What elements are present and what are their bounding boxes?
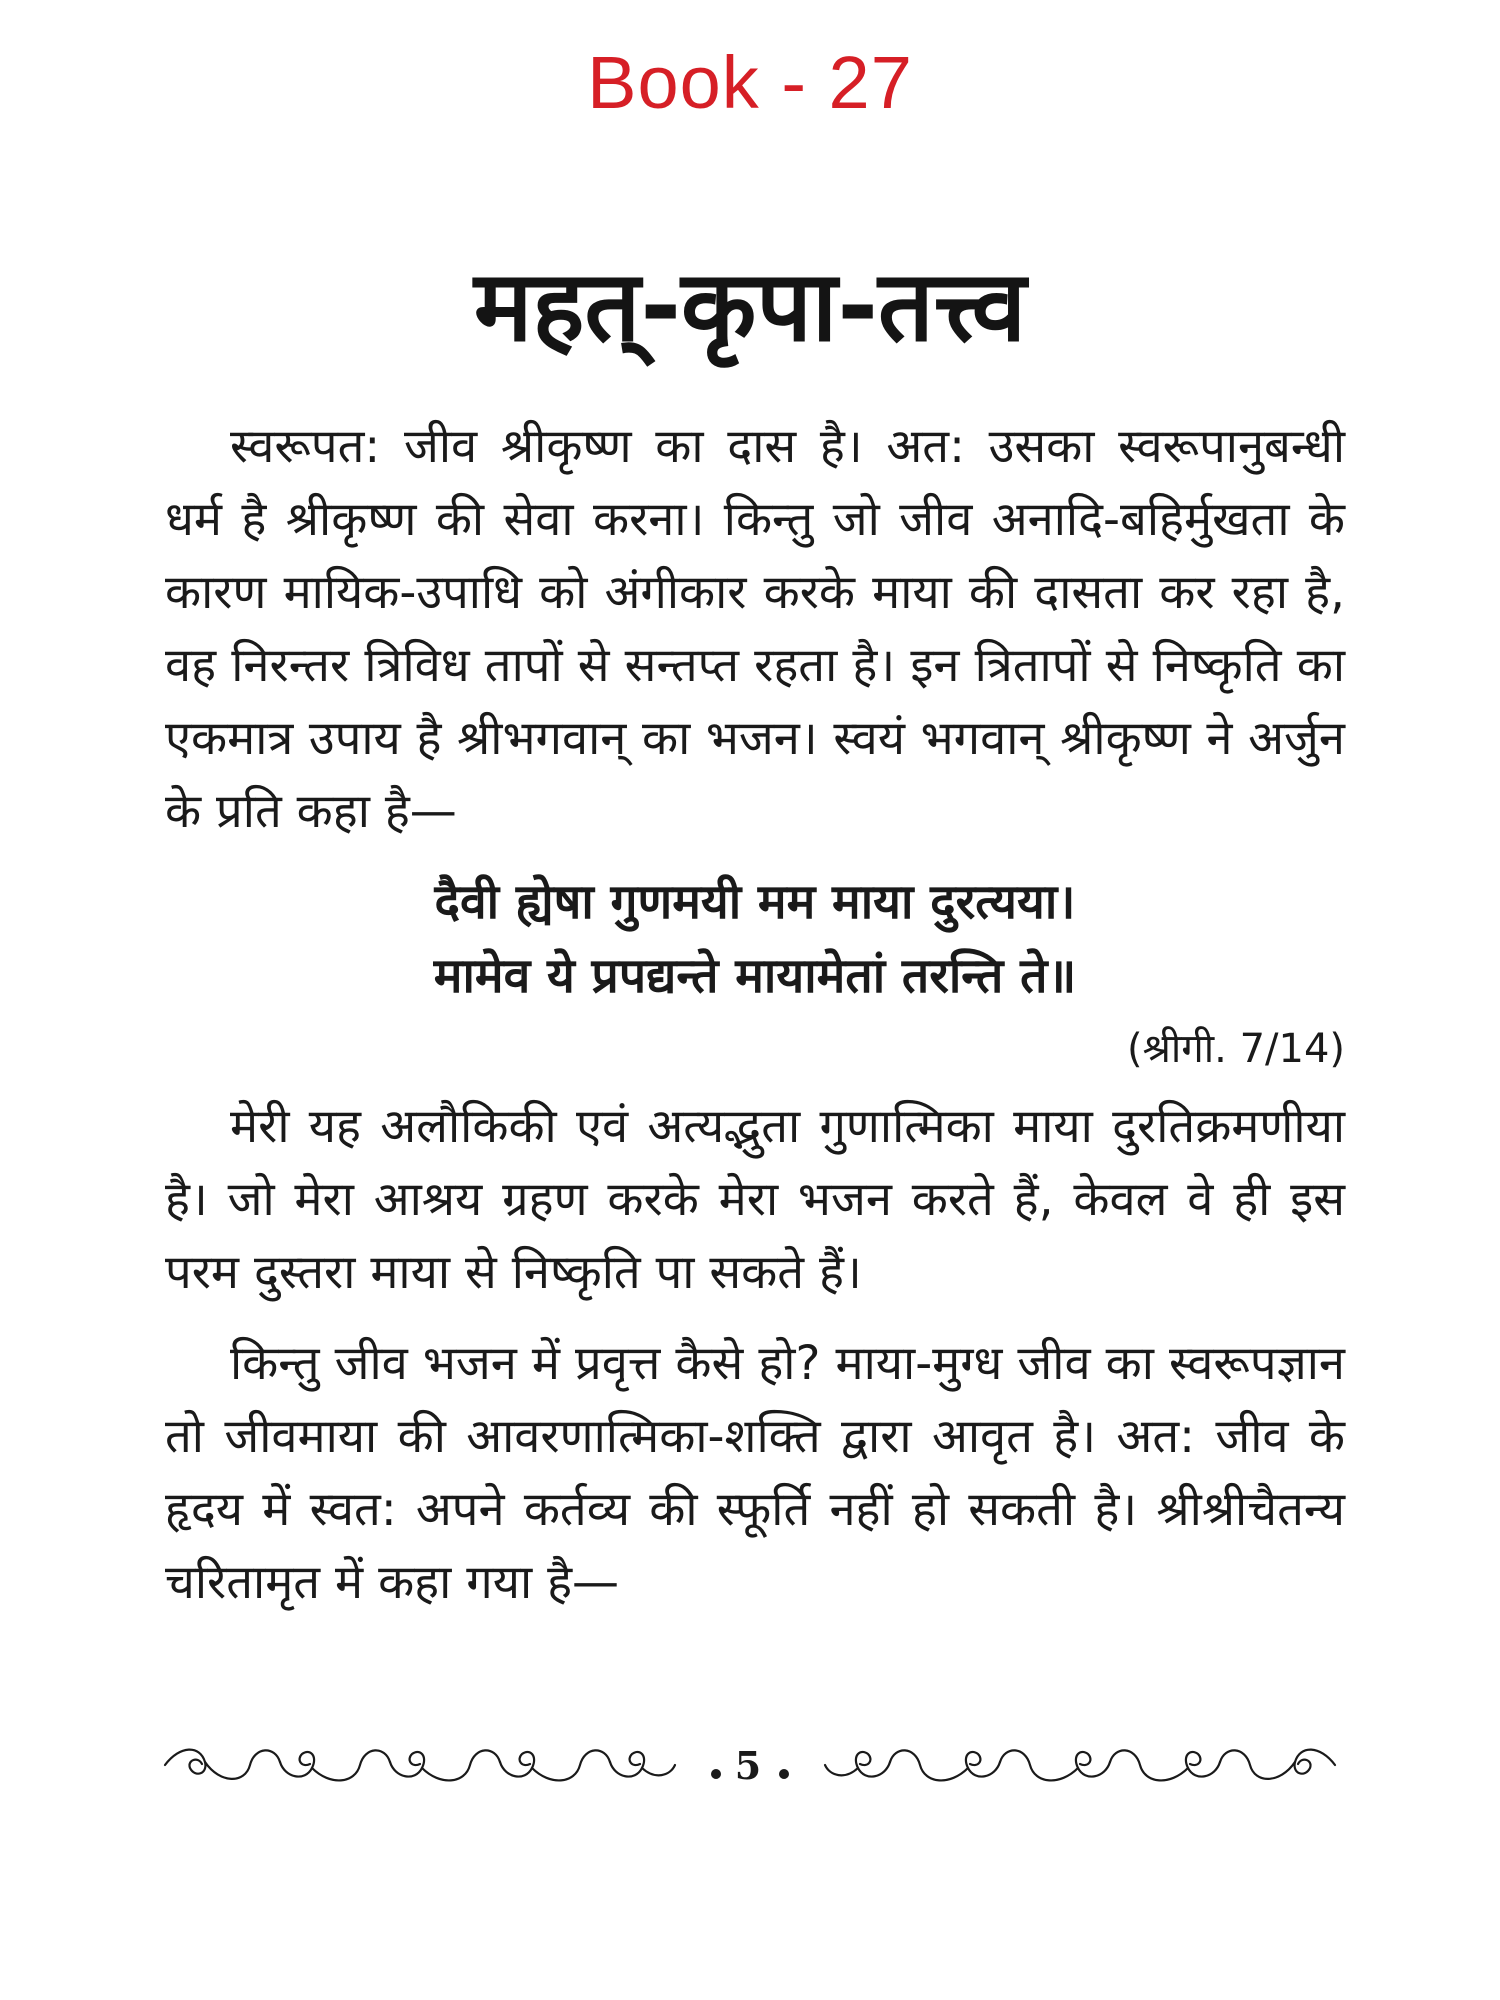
page-content [165,410,1345,1637]
right-scroll-ornament-icon [820,1740,1340,1790]
bullet-dot-left [711,1769,721,1779]
paragraph-2: मेरी यह अलौकिकी एवं अत्यद्भुता गुणात्मिका माया दुरतिक्रमणीया है। जो मेरा आश्रय ग्रहण करके मेरा भजन करते हैं, केवल वे ही इस परम दुस्तरा माया से निष्कृति पा सकते हैं। [165,1099,1345,1300]
left-scroll-ornament-icon [160,1740,680,1790]
book-label: Book - 27 [587,41,913,124]
paragraph-3: किन्तु जीव भजन में प्रवृत्त कैसे हो? माया-मुग्ध जीव का स्वरूपज्ञान तो जीवमाया की आवरणात्मिका-शक्ति द्वारा आवृत है। अत: जीव के हृदय में स्वत: अपने कर्तव्य की स्फूर्ति नहीं हो सकती है। श्रीश्रीचैतन्य चरितामृत में कहा गया है— [165,1336,1345,1610]
chapter-title: महत्-कृपा-तत्त्व [473,250,1027,364]
page-footer [160,1730,1340,1800]
verse-citation: (श्रीगी. 7/14) [1126,1026,1345,1072]
page-number-group [697,1743,803,1788]
page-number: 5 [734,1742,766,1788]
bullet-dot-right [779,1769,789,1779]
verse-line-2: मामेव ये प्रपद्यन्ते मायामेतां तरन्ति ते॥ [433,948,1077,1004]
verse-line-1: दैवी ह्येषा गुणमयी मम माया दुरत्यया। [434,874,1076,930]
paragraph-1: स्वरूपत: जीव श्रीकृष्ण का दास है। अत: उसका स्वरूपानुबन्धी धर्म है श्रीकृष्ण की सेवा करना। किन्तु जो जीव अनादि-बहिर्मुखता के कारण मायिक-उपाधि को अंगीकार करके माया की दासता कर रहा है, वह निरन्तर त्रिविध तापों से सन्तप्त रहता है। इन त्रितापों से निष्कृति का एकमात्र उपाय है श्रीभगवान् का भजन। स्वयं भगवान् श्रीकृष्ण ने अर्जुन के प्रति कहा है— [165,419,1345,839]
